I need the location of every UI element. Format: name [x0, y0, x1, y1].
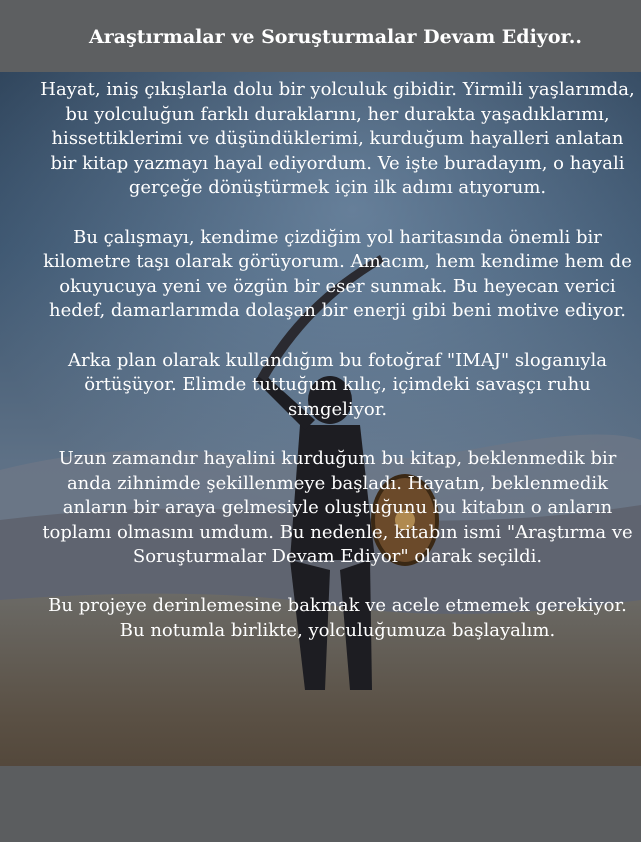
paragraph: Bu çalışmayı, kendime çizdiğim yol haritasında önemli bir kilometre taşı olarak görüyorum. Amacım, hem kendime hem de okuyucuya yeni ve özgün bir eser sunmak. Bu heyecan verici hedef, damarlarımda dolaşan bir enerji gibi beni motive ediyor.: [43, 226, 632, 322]
page-title: Araştırmalar ve Soruşturmalar Devam Ediyor..: [89, 26, 582, 48]
body-text: [40, 78, 635, 644]
footer-bar: [0, 766, 641, 842]
paragraph: Arka plan olarak kullandığım bu fotoğraf "IMAJ" sloganıyla örtüşüyor. Elimde tuttuğum kılıç, içimdeki savaşçı ruhu simgeliyor.: [67, 349, 608, 420]
paragraph: Uzun zamandır hayalini kurduğum bu kitap, beklenmedik bir anda zihnimde şekillenmeye başladı. Hayatın, beklenmedik anların bir araya gelmesiyle oluştuğunu bu kitabın o anların toplamı olmasını umdum. Bu nedenle, kitabın ismi "Araştırma ve Soruşturmalar Devam Ediyor" olarak seçildi.: [42, 447, 633, 568]
paragraph: Bu projeye derinlemesine bakmak ve acele etmemek gerekiyor. Bu notumla birlikte, yolculuğumuza başlayalım.: [48, 595, 627, 642]
paragraph: Hayat, iniş çıkışlarla dolu bir yolculuk gibidir. Yirmili yaşlarımda, bu yolculuğun farklı duraklarını, her durakta yaşadıklarımı, hissettiklerimi ve düşündüklerimi, kurduğum hayalleri anlatan bir kitap yazmayı hayal ediyordum. Ve işte buradayım, o hayali gerçeğe dönüştürmek için ilk adımı atıyorum.: [40, 79, 635, 199]
